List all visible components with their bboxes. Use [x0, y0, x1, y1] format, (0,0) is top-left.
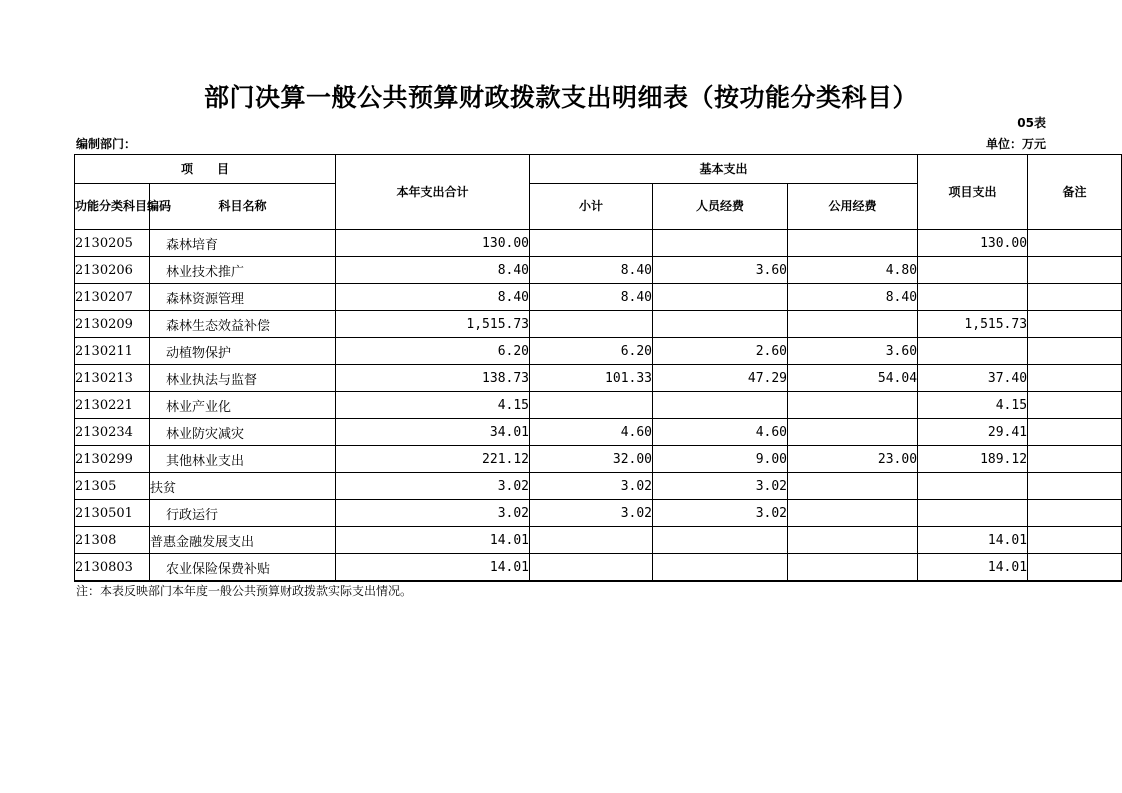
cell-public: 8.40 [788, 284, 918, 311]
cell-name: 其他林业支出 [150, 446, 336, 473]
cell-code: 2130207 [75, 284, 150, 311]
table-row [75, 311, 1122, 338]
cell-subtotal [530, 554, 653, 582]
cell-project [918, 473, 1028, 500]
cell-remark [1028, 257, 1122, 284]
cell-code: 21305 [75, 473, 150, 500]
cell-name: 林业防灾减灾 [150, 419, 336, 446]
cell-project: 130.00 [918, 230, 1028, 257]
cell-remark [1028, 419, 1122, 446]
cell-name: 森林资源管理 [150, 284, 336, 311]
cell-project [918, 257, 1028, 284]
cell-remark [1028, 284, 1122, 311]
cell-code: 2130299 [75, 446, 150, 473]
cell-remark [1028, 230, 1122, 257]
cell-remark [1028, 554, 1122, 582]
cell-total: 138.73 [336, 365, 530, 392]
cell-code: 2130803 [75, 554, 150, 582]
cell-subtotal: 6.20 [530, 338, 653, 365]
cell-remark [1028, 446, 1122, 473]
cell-public [788, 527, 918, 554]
table-row [75, 230, 1122, 257]
expenditure-table [74, 154, 1122, 582]
form-number: 05表 [1017, 116, 1046, 130]
cell-total: 8.40 [336, 257, 530, 284]
table-row [75, 527, 1122, 554]
cell-personnel: 3.60 [653, 257, 788, 284]
cell-personnel [653, 392, 788, 419]
cell-remark [1028, 365, 1122, 392]
cell-public [788, 473, 918, 500]
cell-project: 189.12 [918, 446, 1028, 473]
header-name: 科目名称 [150, 184, 336, 230]
cell-name: 行政运行 [150, 500, 336, 527]
cell-total: 4.15 [336, 392, 530, 419]
cell-name: 林业执法与监督 [150, 365, 336, 392]
cell-code: 2130213 [75, 365, 150, 392]
cell-remark [1028, 527, 1122, 554]
cell-total: 14.01 [336, 527, 530, 554]
cell-subtotal [530, 230, 653, 257]
cell-public [788, 419, 918, 446]
cell-personnel: 47.29 [653, 365, 788, 392]
cell-name: 林业产业化 [150, 392, 336, 419]
cell-remark [1028, 311, 1122, 338]
cell-subtotal: 32.00 [530, 446, 653, 473]
cell-remark [1028, 500, 1122, 527]
table-row [75, 392, 1122, 419]
cell-subtotal: 3.02 [530, 473, 653, 500]
cell-code: 2130234 [75, 419, 150, 446]
cell-name: 农业保险保费补贴 [150, 554, 336, 582]
cell-personnel: 4.60 [653, 419, 788, 446]
cell-subtotal: 8.40 [530, 284, 653, 311]
cell-personnel [653, 527, 788, 554]
cell-project: 1,515.73 [918, 311, 1028, 338]
cell-total: 130.00 [336, 230, 530, 257]
department-label: 编制部门： [76, 137, 137, 151]
cell-project [918, 338, 1028, 365]
cell-remark [1028, 338, 1122, 365]
cell-personnel [653, 554, 788, 582]
cell-code: 2130221 [75, 392, 150, 419]
cell-code: 2130211 [75, 338, 150, 365]
table-row [75, 338, 1122, 365]
cell-remark [1028, 473, 1122, 500]
cell-code: 2130501 [75, 500, 150, 527]
cell-personnel: 2.60 [653, 338, 788, 365]
cell-total: 3.02 [336, 473, 530, 500]
cell-personnel [653, 311, 788, 338]
header-total: 本年支出合计 [336, 155, 530, 230]
cell-subtotal: 8.40 [530, 257, 653, 284]
cell-personnel [653, 284, 788, 311]
cell-public [788, 311, 918, 338]
header-personnel: 人员经费 [653, 184, 788, 230]
cell-project [918, 284, 1028, 311]
unit-label: 单位：万元 [985, 137, 1046, 151]
header-subtotal: 小计 [530, 184, 653, 230]
cell-personnel [653, 230, 788, 257]
header-code: 功能分类科目编码 [75, 184, 150, 230]
cell-name: 普惠金融发展支出 [150, 527, 336, 554]
cell-code: 2130209 [75, 311, 150, 338]
cell-public: 54.04 [788, 365, 918, 392]
page-title: 部门决算一般公共预算财政拨款支出明细表（按功能分类科目） [203, 83, 918, 112]
table-row [75, 446, 1122, 473]
cell-subtotal: 101.33 [530, 365, 653, 392]
cell-public: 4.80 [788, 257, 918, 284]
cell-project: 29.41 [918, 419, 1028, 446]
cell-code: 2130206 [75, 257, 150, 284]
header-remark: 备注 [1028, 155, 1122, 230]
cell-personnel: 3.02 [653, 500, 788, 527]
header-item: 项 目 [75, 155, 336, 184]
cell-name: 森林生态效益补偿 [150, 311, 336, 338]
cell-code: 2130205 [75, 230, 150, 257]
footnote: 注：本表反映部门本年度一般公共预算财政拨款实际支出情况。 [76, 584, 413, 598]
cell-personnel: 9.00 [653, 446, 788, 473]
cell-public: 3.60 [788, 338, 918, 365]
cell-remark [1028, 392, 1122, 419]
cell-total: 8.40 [336, 284, 530, 311]
cell-code: 21308 [75, 527, 150, 554]
cell-project: 14.01 [918, 527, 1028, 554]
cell-project: 14.01 [918, 554, 1028, 582]
cell-subtotal: 4.60 [530, 419, 653, 446]
table-row [75, 284, 1122, 311]
cell-total: 14.01 [336, 554, 530, 582]
table-row [75, 257, 1122, 284]
cell-name: 动植物保护 [150, 338, 336, 365]
table-row [75, 500, 1122, 527]
cell-subtotal: 3.02 [530, 500, 653, 527]
cell-subtotal [530, 527, 653, 554]
table-row [75, 473, 1122, 500]
cell-project: 4.15 [918, 392, 1028, 419]
header-public: 公用经费 [788, 184, 918, 230]
cell-total: 221.12 [336, 446, 530, 473]
cell-project: 37.40 [918, 365, 1028, 392]
cell-name: 林业技术推广 [150, 257, 336, 284]
cell-total: 6.20 [336, 338, 530, 365]
cell-subtotal [530, 311, 653, 338]
cell-project [918, 500, 1028, 527]
table-row [75, 365, 1122, 392]
cell-public [788, 554, 918, 582]
header-project: 项目支出 [918, 155, 1028, 230]
cell-personnel: 3.02 [653, 473, 788, 500]
cell-name: 扶贫 [150, 473, 336, 500]
header-basic: 基本支出 [530, 155, 918, 184]
cell-public: 23.00 [788, 446, 918, 473]
cell-total: 3.02 [336, 500, 530, 527]
table-row [75, 419, 1122, 446]
cell-public [788, 392, 918, 419]
cell-public [788, 500, 918, 527]
cell-total: 1,515.73 [336, 311, 530, 338]
cell-total: 34.01 [336, 419, 530, 446]
cell-name: 森林培育 [150, 230, 336, 257]
cell-subtotal [530, 392, 653, 419]
table-row [75, 554, 1122, 582]
cell-public [788, 230, 918, 257]
